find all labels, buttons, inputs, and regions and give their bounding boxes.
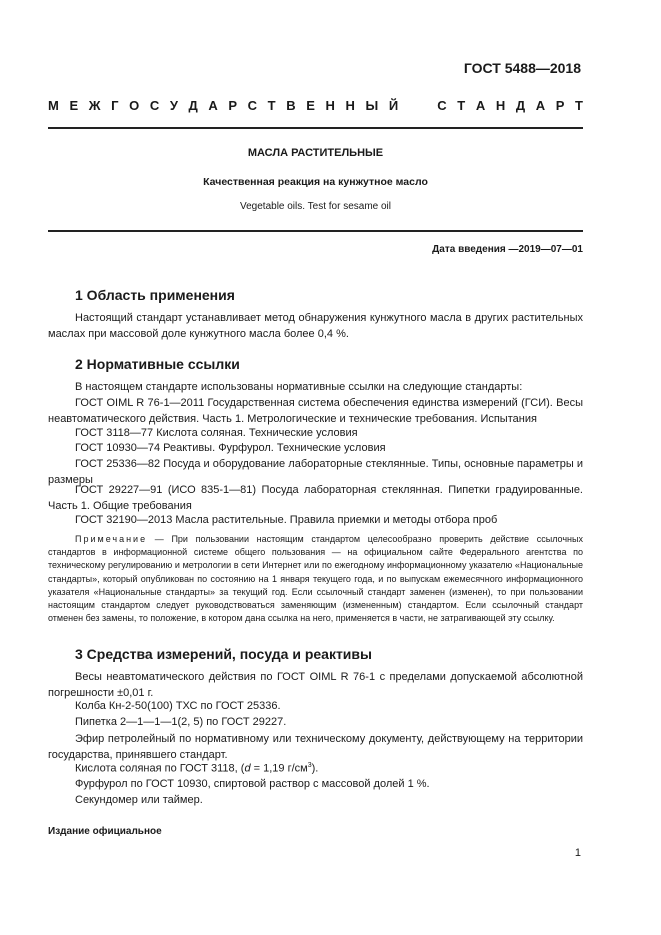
standard-banner bbox=[48, 98, 583, 113]
note-text: — При пользовании настоящим стандартом целесообразно проверить действие ссылочных стандартов в информационной системе общего пользования — на официальном сайте Федерального агентства по техническому регулированию и метрологии в сети Интернет или по ежегодному информационному указателю «Национальные стандарты», который опубликован по состоянию на 1 января текущего года, и по выпускам ежемесячного информационного указателя «Национальные стандарты» за текущий год. Если ссылочный стандарт заменен (изменен), то при пользовании настоящим стандартом следует руководствоваться заменяющим (измененным) стандартом. Если ссылочный стандарт отменен без замены, то положение, в котором дана ссылка на него, применяется в части, не затрагивающей эту ссылку. bbox=[48, 534, 583, 624]
banner-letter: У bbox=[169, 98, 178, 113]
note-label: Примечание bbox=[75, 534, 148, 544]
acid-density: = 1,19 г/см bbox=[250, 762, 308, 775]
banner-letter: Е bbox=[306, 98, 315, 113]
banner-letter: С bbox=[149, 98, 160, 113]
banner-letter: Т bbox=[457, 98, 466, 113]
banner-letter: В bbox=[286, 98, 296, 113]
section-1-text: Настоящий стандарт устанавливает метод обнаружения кунжутного масла в других растительных маслах при массовой доле кунжутного масла более 0,4 %. bbox=[48, 312, 583, 340]
equipment-item bbox=[75, 762, 318, 775]
document-code: ГОСТ 5488—2018 bbox=[463, 60, 581, 76]
section-3-heading: 3 Средства измерений, посуда и реактивы bbox=[75, 646, 372, 662]
banner-letter: Н bbox=[325, 98, 335, 113]
banner-letter: Р bbox=[228, 98, 238, 113]
effective-date: Дата введения —2019—07—01 bbox=[432, 244, 583, 255]
banner-letter: Г bbox=[111, 98, 119, 113]
reference-item: ГОСТ 10930—74 Реактивы. Фурфурол. Технические условия bbox=[75, 442, 386, 454]
banner-letter: Е bbox=[69, 98, 79, 113]
banner-letter: Н bbox=[495, 98, 506, 113]
reference-item: ГОСТ OIML R 76-1—2011 Государственная система обеспечения единства измерений (ГСИ). Весы неавтоматического действия. Часть 1. Метрологические и технические требования. Испытания bbox=[48, 397, 583, 425]
banner-letter: Н bbox=[345, 98, 355, 113]
banner-letter: Р bbox=[555, 98, 565, 113]
title-rule bbox=[48, 230, 583, 232]
section-1-heading: 1 Область применения bbox=[75, 287, 235, 303]
reference-item: ГОСТ 29227—91 (ИСО 835-1—81) Посуда лабораторная стеклянная. Пипетки градуированные. Часть 1. Общие требования bbox=[48, 484, 583, 512]
top-rule bbox=[48, 127, 583, 129]
equipment-item: Секундомер или таймер. bbox=[75, 794, 203, 806]
banner-gap bbox=[423, 98, 427, 113]
sub-title: Качественная реакция на кунжутное масло bbox=[203, 176, 428, 188]
page-number: 1 bbox=[574, 847, 581, 859]
banner-letter: А bbox=[475, 98, 486, 113]
references-note bbox=[48, 533, 583, 625]
superscript: 3 bbox=[307, 762, 312, 769]
banner-letter: Т bbox=[575, 98, 583, 113]
banner-letter: С bbox=[247, 98, 258, 113]
acid-text: Кислота соляная по ГОСТ 3118, ( bbox=[75, 762, 245, 775]
equipment-item: Пипетка 2—1—1—1(2, 5) по ГОСТ 29227. bbox=[75, 716, 287, 728]
english-title: Vegetable oils. Test for sesame oil bbox=[239, 201, 391, 212]
section-2-intro: В настоящем стандарте использованы нормативные ссылки на следующие стандарты: bbox=[75, 381, 523, 393]
equipment-item: Весы неавтоматического действия по ГОСТ OIML R 76-1 с пределами допускаемой абсолютной погрешности ±0,01 г. bbox=[48, 671, 583, 699]
banner-letter: Д bbox=[515, 98, 526, 113]
reference-item: ГОСТ 32190—2013 Масла растительные. Правила приемки и методы отбора проб bbox=[75, 514, 498, 526]
main-title: МАСЛА РАСТИТЕЛЬНЫЕ bbox=[247, 147, 384, 159]
banner-letter: Й bbox=[388, 98, 399, 113]
banner-gap bbox=[409, 98, 413, 113]
reference-item: ГОСТ 25336—82 Посуда и оборудование лабораторные стеклянные. Типы, основные параметры и размеры bbox=[48, 458, 583, 486]
banner-letter: Ж bbox=[88, 98, 101, 113]
official-edition-label: Издание официальное bbox=[48, 826, 162, 837]
banner-letter: О bbox=[129, 98, 140, 113]
equipment-item: Колба Кн-2-50(100) ТХС по ГОСТ 25336. bbox=[75, 700, 281, 712]
section-2-heading: 2 Нормативные ссылки bbox=[75, 356, 240, 372]
banner-letter: Т bbox=[267, 98, 276, 113]
reference-item: ГОСТ 3118—77 Кислота соляная. Технические условия bbox=[75, 427, 358, 439]
banner-letter: Д bbox=[188, 98, 198, 113]
equipment-item: Эфир петролейный по нормативному или техническому документу, действующему на территории государства, принявшего стандарт. bbox=[48, 733, 583, 761]
banner-letter: С bbox=[437, 98, 447, 113]
banner-letter: М bbox=[48, 98, 59, 113]
acid-close: ). bbox=[311, 762, 319, 775]
banner-letter: А bbox=[208, 98, 218, 113]
banner-letter: Ы bbox=[365, 98, 379, 113]
banner-letter: А bbox=[535, 98, 546, 113]
density-symbol: d bbox=[244, 762, 251, 775]
equipment-item: Фурфурол по ГОСТ 10930, спиртовой раствор с массовой долей 1 %. bbox=[75, 778, 430, 790]
